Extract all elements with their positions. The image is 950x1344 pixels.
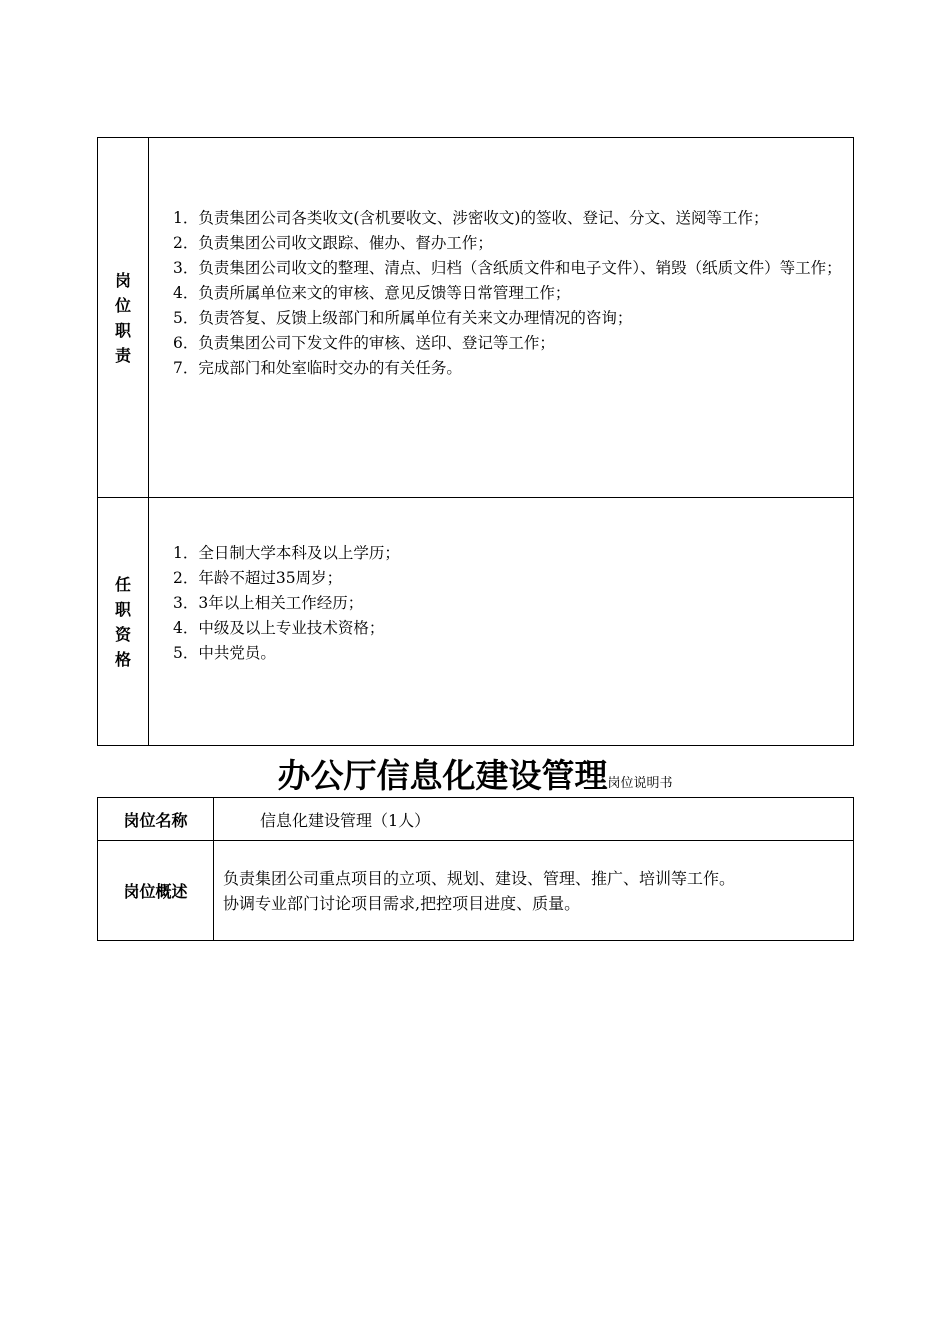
qualification-item: 4．中级及以上专业技术资格；: [173, 619, 385, 637]
duties-label: 岗 位 职 责: [114, 270, 131, 365]
qualification-item: 3．3年以上相关工作经历；: [173, 594, 364, 612]
position-overview-content: [214, 841, 854, 941]
qualification-item: 2．年龄不超过35周岁；: [173, 569, 343, 587]
duty-item: 5．负责答复、反馈上级部门和所属单位有关来文办理情况的咨询；: [173, 309, 633, 327]
section-title-sub: 岗位说明书: [607, 776, 673, 791]
duties-label-cell: [98, 138, 149, 498]
position-name-value: 信息化建设管理（1人）: [214, 798, 854, 841]
position-overview-row: [98, 841, 854, 941]
overview-line: 负责集团公司重点项目的立项、规划、建设、管理、推广、培训等工作。: [223, 868, 736, 888]
duty-item: 2．负责集团公司收文跟踪、催办、督办工作；: [173, 234, 493, 252]
duty-item: 1．负责集团公司各类收文(含机要收文、涉密收文)的签收、登记、分文、送阅等工作；: [173, 209, 769, 227]
duty-item: 3．负责集团公司收文的整理、清点、归档（含纸质文件和电子文件）、销毁（纸质文件）等工作；: [173, 259, 842, 277]
qualifications-label-cell: [98, 498, 149, 746]
section-title-main: 办公厅信息化建设管理: [277, 756, 608, 795]
duties-row: [98, 138, 854, 498]
duty-item: 4．负责所属单位来文的审核、意见反馈等日常管理工作；: [173, 284, 571, 302]
duties-content-cell: [149, 138, 854, 498]
qualifications-row: [98, 498, 854, 746]
qualifications-content-cell: [149, 498, 854, 746]
duties-qualifications-table: [97, 137, 854, 746]
position-info-table: [97, 797, 854, 941]
overview-line: 协调专业部门讨论项目需求,把控项目进度、质量。: [223, 893, 581, 913]
qualification-item: 5．中共党员。: [173, 644, 276, 662]
position-name-label: 岗位名称: [98, 798, 214, 841]
section-title: [0, 750, 950, 794]
duty-item: 6．负责集团公司下发文件的审核、送印、登记等工作；: [173, 334, 555, 352]
position-name-row: [98, 798, 854, 841]
qualifications-label: 任 职 资 格: [114, 574, 131, 669]
position-overview-label: 岗位概述: [98, 841, 214, 941]
duty-item: 7．完成部门和处室临时交办的有关任务。: [173, 359, 462, 377]
qualification-item: 1．全日制大学本科及以上学历；: [173, 544, 400, 562]
